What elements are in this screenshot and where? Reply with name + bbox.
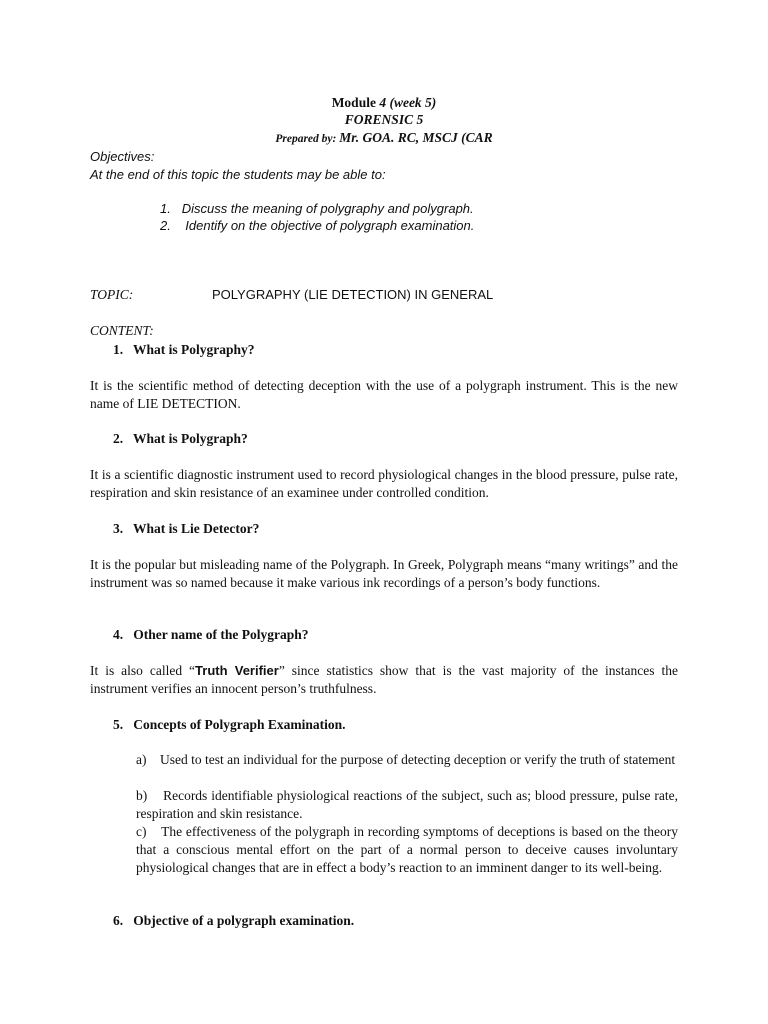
topic-value: POLYGRAPHY (LIE DETECTION) IN GENERAL [212, 287, 494, 302]
section-body: It is a scientific diagnostic instrument used to record physiological changes in the blood pressure, pulse rate, respiration and skin resistance of an examinee under controlled condition. [90, 467, 678, 500]
objective-item: 2. Identify on the objective of polygraph examination. [160, 218, 475, 233]
section-heading: 3. What is Lie Detector? [113, 521, 260, 536]
section-body: It is the scientific method of detecting deception with the use of a polygraph instrument. This is the new name of LIE DETECTION. [90, 378, 678, 411]
objectives-label: Objectives: [90, 149, 155, 164]
section-body: It is the popular but misleading name of the Polygraph. In Greek, Polygraph means “many writings” and the instrument was so named because it make various ink recordings of a person’s body functions. [90, 557, 678, 590]
module-title: Module 4 (week 5) [331, 95, 437, 110]
section-heading: 6. Objective of a polygraph examination. [113, 913, 355, 928]
prepared-by: Prepared by: Mr. GOA. RC, MSCJ (CAR [275, 130, 493, 145]
concept-item: b) Records identifiable physiological reactions of the subject, such as; blood pressure, pulse rate, respiration and skin resistance. [136, 788, 679, 821]
course-title: FORENSIC 5 [344, 112, 424, 127]
concept-item: a) Used to test an individual for the purpose of detecting deception or verify the truth of statement [136, 752, 676, 767]
topic-label: TOPIC: [90, 287, 134, 302]
section-heading: 5. Concepts of Polygraph Examination. [113, 717, 346, 732]
content-label: CONTENT: [90, 323, 154, 338]
concept-item: c) The effectiveness of the polygraph in recording symptoms of deceptions is based on the theory that a conscious mental effort on the part of a normal person to deceive causes involuntary physiological changes that are in effect a body’s reaction to an imminent danger to its well-being. [136, 824, 678, 875]
section-heading: 1. What is Polygraphy? [113, 342, 255, 357]
section-body: It is also called “Truth Verifier” since statistics show that is the vast majority of the instances the instrument verifies an innocent person’s truthfulness. [90, 663, 678, 696]
objectives-intro: At the end of this topic the students may be able to: [90, 167, 386, 182]
objective-item: 1. Discuss the meaning of polygraphy and polygraph. [160, 201, 474, 216]
section-heading: 4. Other name of the Polygraph? [113, 627, 309, 642]
section-heading: 2. What is Polygraph? [113, 431, 248, 446]
